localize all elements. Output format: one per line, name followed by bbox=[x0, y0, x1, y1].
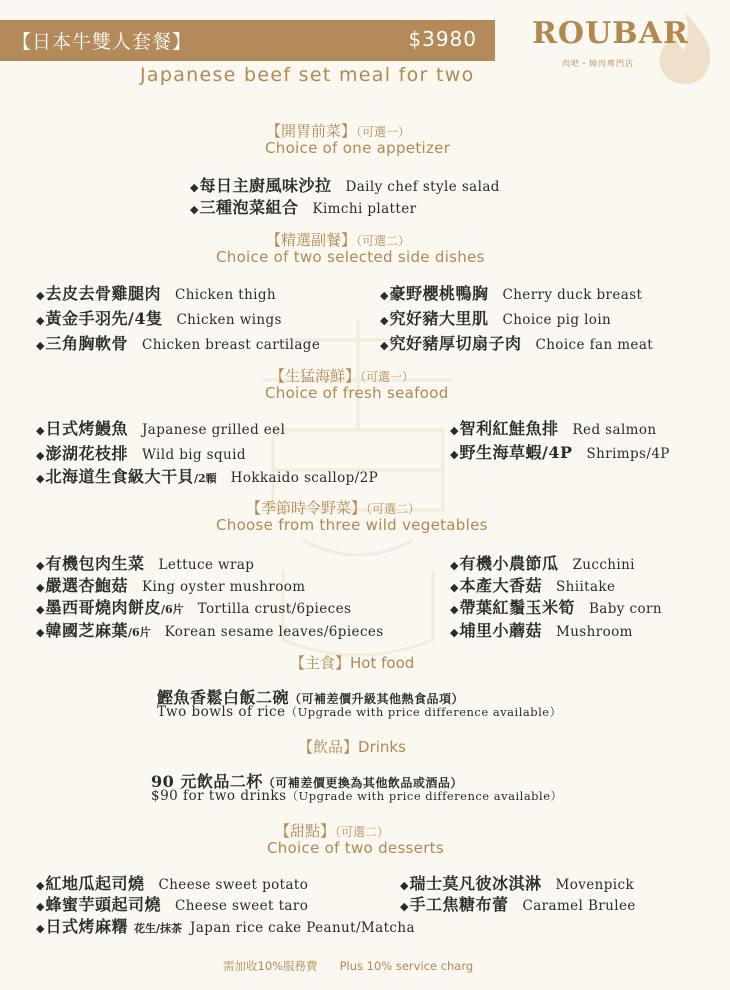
item-zh: 韓國芝麻葉 bbox=[45, 621, 128, 640]
item-en: Cheese sweet potato bbox=[158, 877, 309, 893]
item-en: Chicken breast cartilage bbox=[141, 337, 321, 353]
diamond-bullet-icon: ◆ bbox=[36, 603, 45, 616]
item-zh: 本產大香菇 bbox=[459, 576, 542, 595]
choice-count: （可選二） bbox=[356, 234, 411, 248]
seafood-heading bbox=[270, 365, 414, 386]
choice-count: （可選一） bbox=[356, 125, 411, 139]
item-zh: 北海道生食級大干貝 bbox=[45, 467, 194, 486]
item-en: Japan rice cake Peanut/Matcha bbox=[190, 920, 415, 936]
item-zh: 鰹魚香鬆白飯二碗 bbox=[157, 688, 290, 707]
diamond-bullet-icon: ◆ bbox=[36, 472, 45, 485]
item-zh: 有機小農節瓜 bbox=[459, 554, 559, 573]
list-item bbox=[36, 551, 254, 574]
diamond-bullet-icon: ◆ bbox=[190, 203, 199, 216]
item-zh: 埔里小蘑菇 bbox=[459, 621, 542, 640]
title-banner bbox=[0, 20, 495, 61]
item-zh: 墨西哥燒肉餅皮 bbox=[45, 598, 161, 617]
item-zh: 澎湖花枝排 bbox=[45, 444, 128, 463]
list-item bbox=[450, 618, 633, 641]
item-zh: 究好豬厚切扇子肉 bbox=[389, 334, 522, 353]
list-item bbox=[36, 618, 384, 641]
list-item bbox=[36, 281, 276, 304]
list-item bbox=[400, 871, 634, 894]
list-item bbox=[380, 306, 611, 329]
seafood-heading-en: Choice of fresh seafood bbox=[265, 384, 449, 402]
item-zh: 去皮去骨雞腿肉 bbox=[45, 284, 161, 303]
item-en: Red salmon bbox=[572, 422, 657, 438]
diamond-bullet-icon: ◆ bbox=[36, 879, 45, 892]
item-en: $90 for two drinks bbox=[151, 788, 287, 804]
vegetables-heading-en: Choose from three wild vegetables bbox=[216, 516, 488, 534]
item-en: Hokkaido scallop/2P bbox=[230, 470, 379, 486]
diamond-bullet-icon: ◆ bbox=[400, 879, 409, 892]
item-zh: 瑞士莫凡彼冰淇淋 bbox=[409, 874, 542, 893]
section-title-zh: 【季節時令野菜】 bbox=[246, 499, 367, 517]
item-zh: 野生海草蝦/4P bbox=[459, 443, 573, 462]
restaurant-logo bbox=[530, 8, 720, 88]
item-en: Japanese grilled eel bbox=[141, 422, 286, 438]
service-charge-en: Plus 10% service charg bbox=[339, 959, 474, 973]
item-en: Cherry duck breast bbox=[502, 287, 643, 303]
drinks-item-en bbox=[151, 788, 563, 804]
list-item bbox=[36, 331, 320, 354]
diamond-bullet-icon: ◆ bbox=[380, 289, 389, 302]
list-item bbox=[380, 281, 642, 304]
item-zh: 智利紅鮭魚排 bbox=[459, 419, 559, 438]
main-item-en bbox=[157, 704, 562, 720]
diamond-bullet-icon: ◆ bbox=[400, 900, 409, 913]
item-zh: 究好豬大里肌 bbox=[389, 309, 489, 328]
list-item bbox=[450, 440, 670, 463]
item-en: Mushroom bbox=[555, 624, 633, 640]
list-item bbox=[36, 416, 285, 439]
item-note: /2顆 bbox=[193, 472, 217, 485]
diamond-bullet-icon: ◆ bbox=[450, 559, 459, 572]
item-en: Kimchi platter bbox=[312, 201, 417, 217]
item-en: Tortilla crust/6pieces bbox=[197, 601, 352, 617]
item-note: 花生/抹茶 bbox=[133, 922, 183, 935]
diamond-bullet-icon: ◆ bbox=[380, 314, 389, 327]
appetizer-heading bbox=[266, 120, 410, 141]
item-zh: 黃金手羽先/4隻 bbox=[45, 309, 163, 328]
diamond-bullet-icon: ◆ bbox=[36, 559, 45, 572]
section-title-zh: 【甜點】 bbox=[275, 822, 336, 840]
item-note: （Upgrade with price difference available） bbox=[286, 789, 563, 803]
item-en: Daily chef style salad bbox=[345, 179, 500, 195]
diamond-bullet-icon: ◆ bbox=[36, 581, 45, 594]
choice-count: （可選二） bbox=[366, 502, 421, 516]
diamond-bullet-icon: ◆ bbox=[36, 339, 45, 352]
section-title-en: Drinks bbox=[358, 738, 406, 756]
item-zh: 紅地瓜起司燒 bbox=[45, 874, 145, 893]
item-zh: 90 元飲品二杯 bbox=[151, 772, 263, 791]
list-item bbox=[36, 306, 282, 329]
diamond-bullet-icon: ◆ bbox=[450, 603, 459, 616]
list-item bbox=[450, 416, 657, 439]
list-item bbox=[190, 195, 416, 218]
desserts-heading-en: Choice of two desserts bbox=[267, 839, 444, 857]
diamond-bullet-icon: ◆ bbox=[450, 424, 459, 437]
diamond-bullet-icon: ◆ bbox=[36, 314, 45, 327]
item-note: /6片 bbox=[127, 626, 151, 639]
diamond-bullet-icon: ◆ bbox=[450, 626, 459, 639]
desserts-heading bbox=[275, 820, 389, 841]
item-note: /6片 bbox=[160, 603, 184, 616]
diamond-bullet-icon: ◆ bbox=[36, 922, 45, 935]
list-item bbox=[400, 892, 636, 915]
list-item bbox=[190, 173, 500, 196]
section-title-zh: 【飲品】 bbox=[298, 738, 359, 756]
list-item bbox=[450, 595, 662, 618]
list-item bbox=[380, 331, 653, 354]
diamond-bullet-icon: ◆ bbox=[36, 626, 45, 639]
list-item bbox=[450, 573, 615, 596]
diamond-bullet-icon: ◆ bbox=[450, 448, 459, 461]
item-zh: 三種泡菜組合 bbox=[199, 198, 299, 217]
section-title-en: Hot food bbox=[350, 654, 415, 672]
item-en: Movenpick bbox=[555, 877, 635, 893]
vegetables-heading bbox=[246, 497, 420, 518]
list-item bbox=[450, 551, 635, 574]
choice-count: （可選一） bbox=[360, 370, 415, 384]
item-zh: 有機包肉生菜 bbox=[45, 554, 145, 573]
item-note: （可補差價更換為其他飲品或酒品） bbox=[262, 776, 463, 790]
list-item bbox=[36, 441, 246, 464]
diamond-bullet-icon: ◆ bbox=[380, 339, 389, 352]
list-item bbox=[36, 595, 351, 618]
item-en: Baby corn bbox=[588, 601, 662, 617]
list-item bbox=[36, 871, 308, 894]
diamond-bullet-icon: ◆ bbox=[36, 289, 45, 302]
sides-heading bbox=[266, 229, 410, 250]
item-zh: 每日主廚風味沙拉 bbox=[199, 176, 332, 195]
drinks-heading bbox=[298, 736, 406, 757]
item-zh: 蜂蜜芋頭起司燒 bbox=[45, 895, 161, 914]
main-heading bbox=[290, 652, 414, 673]
diamond-bullet-icon: ◆ bbox=[450, 581, 459, 594]
service-charge-zh: 需加收10%服務費 bbox=[223, 959, 318, 973]
choice-count: （可選二） bbox=[335, 825, 390, 839]
item-en: Shrimps/4P bbox=[586, 446, 670, 462]
item-en: Wild big squid bbox=[141, 447, 246, 463]
item-en: Zucchini bbox=[572, 557, 635, 573]
service-charge-note bbox=[223, 958, 473, 974]
set-title: 【日本牛雙人套餐】 bbox=[12, 31, 193, 53]
diamond-bullet-icon: ◆ bbox=[190, 181, 199, 194]
item-zh: 嚴選杏鮑菇 bbox=[45, 576, 128, 595]
item-zh: 三角胸軟骨 bbox=[45, 334, 128, 353]
logo-tagline: 肉吧・燒肉專門店 bbox=[562, 59, 634, 68]
diamond-bullet-icon: ◆ bbox=[36, 424, 45, 437]
set-price: $3980 bbox=[408, 27, 477, 51]
item-en: Cheese sweet taro bbox=[174, 898, 309, 914]
appetizer-heading-en: Choice of one appetizer bbox=[265, 139, 451, 157]
item-en: Choice fan meat bbox=[535, 337, 654, 353]
item-zh: 日式烤麻糬 bbox=[45, 917, 128, 936]
section-title-zh: 【開胃前菜】 bbox=[266, 122, 357, 140]
section-title-zh: 【精選副餐】 bbox=[266, 231, 357, 249]
item-en: Shiitake bbox=[555, 579, 616, 595]
diamond-bullet-icon: ◆ bbox=[36, 449, 45, 462]
item-zh: 豪野櫻桃鴨胸 bbox=[389, 284, 489, 303]
section-title-zh: 【生猛海鮮】 bbox=[270, 367, 361, 385]
diamond-bullet-icon: ◆ bbox=[36, 900, 45, 913]
item-zh: 手工焦糖布蕾 bbox=[409, 895, 509, 914]
list-item bbox=[36, 892, 308, 915]
item-zh: 帶葉紅鬚玉米筍 bbox=[459, 598, 575, 617]
item-en: Choice pig loin bbox=[502, 312, 612, 328]
item-en: Korean sesame leaves/6pieces bbox=[164, 624, 384, 640]
item-note: （Upgrade with price difference available） bbox=[285, 705, 562, 719]
item-en: Lettuce wrap bbox=[158, 557, 255, 573]
item-en: Caramel Brulee bbox=[522, 898, 636, 914]
item-zh: 日式烤鰻魚 bbox=[45, 419, 128, 438]
list-item bbox=[36, 573, 306, 596]
list-item bbox=[36, 464, 378, 487]
sides-heading-en: Choice of two selected side dishes bbox=[216, 248, 485, 266]
item-en: Chicken thigh bbox=[174, 287, 277, 303]
item-en: King oyster mushroom bbox=[141, 579, 306, 595]
section-title-zh: 【主食】 bbox=[290, 654, 351, 672]
item-en: Chicken wings bbox=[176, 312, 282, 328]
set-subtitle: Japanese beef set meal for two bbox=[140, 64, 475, 86]
item-en: Two bowls of rice bbox=[157, 704, 286, 720]
list-item bbox=[36, 914, 415, 937]
item-note: （可補差價升級其他熱食品項） bbox=[289, 692, 465, 706]
logo-name: ROUBAR bbox=[532, 16, 689, 51]
